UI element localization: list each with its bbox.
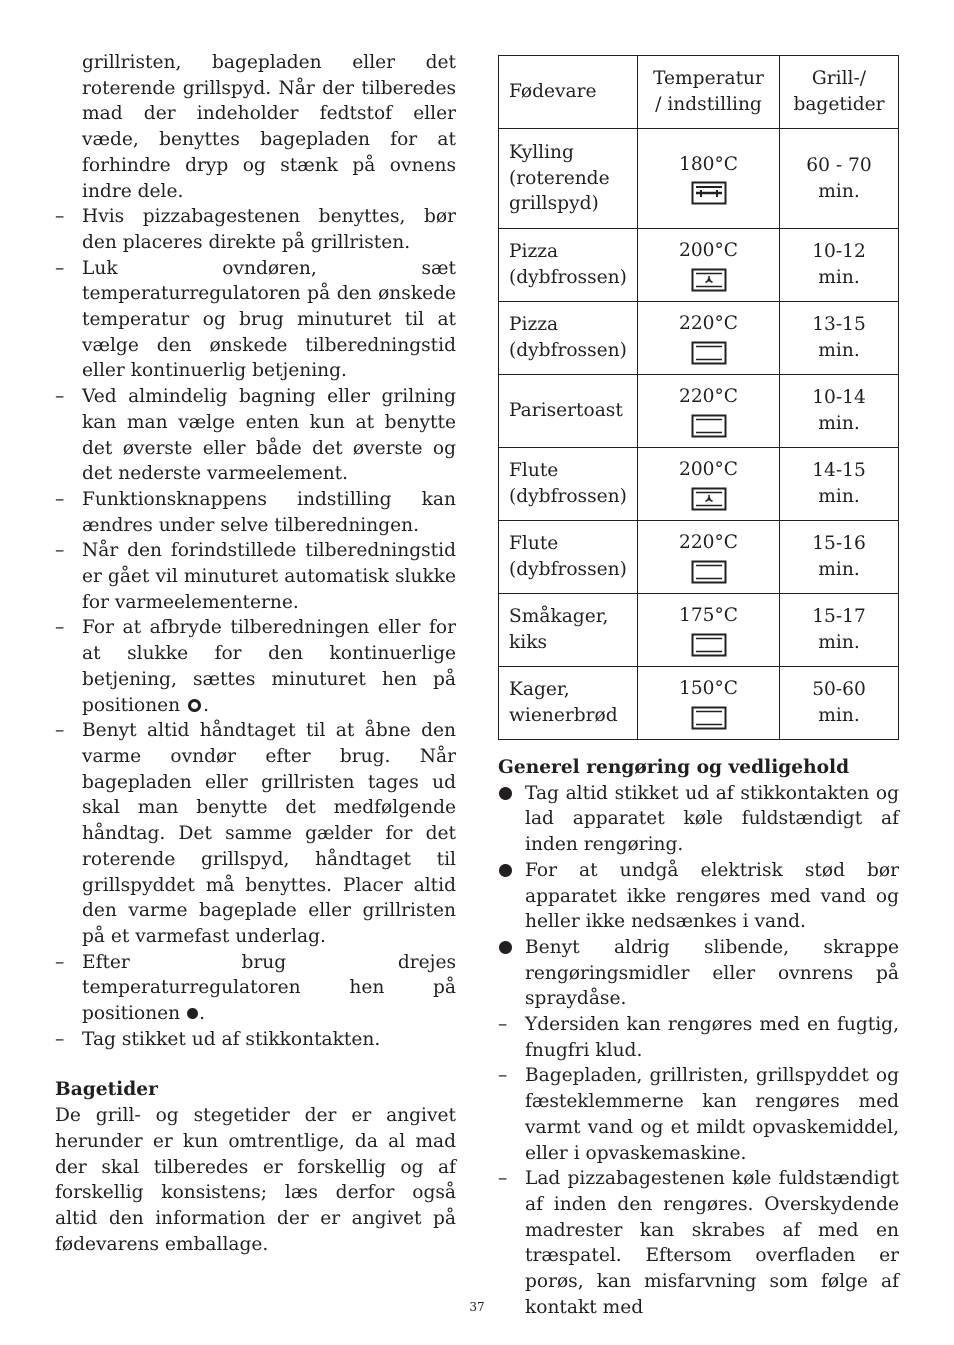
header-cell-temperature: Temperatur / indstilling bbox=[638, 56, 780, 129]
table-row bbox=[499, 229, 899, 302]
dash-marker: – bbox=[498, 1014, 508, 1036]
list-item bbox=[498, 1166, 899, 1320]
temperature-value: 220°C bbox=[678, 313, 738, 335]
food-cell: Flute (dybfrossen) bbox=[499, 448, 638, 521]
timer-off-position-icon bbox=[188, 699, 201, 712]
fan-oven-icon bbox=[691, 487, 727, 511]
food-cell: Småkager, kiks bbox=[499, 594, 638, 667]
dash-marker: – bbox=[55, 206, 65, 228]
time-cell: 15-16 min. bbox=[780, 521, 899, 594]
temperature-value: 220°C bbox=[678, 386, 738, 408]
list-item-text: Benyt altid håndtaget til at åbne den varme ovndør efter brug. Når bagepladen eller grillristen tages ud skal man benytte det medfølgende håndtag. Det samme gælder for det roterende grillspyd, håndtaget til grillspyddet må benyttes. Placer altid den varme bageplade eller grillristen på et varmefast underlag. bbox=[82, 720, 456, 947]
bullet-item bbox=[498, 781, 899, 858]
intro-paragraph: grillristen, bagepladen eller det roterende grillspyd. Når der tilberedes mad der indeholder fedtstof eller væde, benyttes bagepladen for at forhindre dryp og stænk på ovnens indre dele. bbox=[82, 52, 456, 202]
time-cell: 10-12 min. bbox=[780, 229, 899, 302]
table-row bbox=[499, 129, 899, 229]
temperature-value: 220°C bbox=[678, 532, 738, 554]
list-item-text: Lad pizzabagestenen køle fuldstændigt af inden den rengøres. Overskydende madrester kan skrabes af med en træspatel. Eftersom overfladen er porøs, kan misfarvning som følge af kontakt med bbox=[525, 1168, 899, 1318]
time-cell: 13-15 min. bbox=[780, 302, 899, 375]
rotisserie-icon bbox=[691, 181, 727, 205]
list-item-text-end: . bbox=[203, 694, 209, 716]
header-cell-food: Fødevare bbox=[499, 56, 638, 129]
time-cell: 50-60 min. bbox=[780, 667, 899, 740]
list-item bbox=[55, 615, 456, 718]
dash-marker: – bbox=[55, 1028, 65, 1050]
table-row bbox=[499, 667, 899, 740]
time-cell: 10-14 min. bbox=[780, 375, 899, 448]
page-number: 37 bbox=[469, 1300, 485, 1314]
temperature-value: 150°C bbox=[678, 678, 738, 700]
temperature-value: 200°C bbox=[678, 240, 738, 262]
dash-marker: – bbox=[55, 720, 65, 742]
food-cell: Kager, wienerbrød bbox=[499, 667, 638, 740]
fan-oven-icon bbox=[691, 268, 727, 292]
food-cell: Kylling (roterende grillspyd) bbox=[499, 129, 638, 229]
header-cell-time: Grill-/ bagetider bbox=[780, 56, 899, 129]
time-cell: 60 - 70 min. bbox=[780, 129, 899, 229]
list-item bbox=[55, 256, 456, 385]
list-item-text-end: . bbox=[199, 1003, 205, 1025]
off-position-dot-icon bbox=[187, 1008, 198, 1019]
list-item-text: Når den forindstillede tilberedningstid er gået vil minuturet automatisk slukke for varmeelementerne. bbox=[82, 540, 456, 613]
list-item-text: Hvis pizzabagestenen benyttes, bør den placeres direkte på grillristen. bbox=[82, 206, 456, 253]
list-item-text: Ved almindelig bagning eller grilning kan man vælge enten kun at benytte det øverste eller både det øverste og det nederste varmeelement. bbox=[82, 386, 456, 485]
dash-marker: – bbox=[55, 951, 65, 973]
bullet-item-text: Tag altid stikket ud af stikkontakten og lad apparatet køle fuldstændigt af inden rengøring. bbox=[525, 782, 899, 856]
list-item bbox=[55, 538, 456, 615]
top-bottom-heat-icon bbox=[691, 341, 727, 365]
temperature-cell bbox=[638, 129, 780, 229]
list-item bbox=[498, 1063, 899, 1166]
dash-marker: – bbox=[55, 386, 65, 408]
temperature-value: 200°C bbox=[678, 459, 738, 481]
food-cell: Pizza (dybfrossen) bbox=[499, 229, 638, 302]
list-item-text: Luk ovndøren, sæt temperaturregulatoren på den ønskede temperatur og brug minuturet til at vælge den ønskede tilberedningstid eller kontinuerlig betjening. bbox=[82, 257, 456, 382]
bullet-item bbox=[498, 935, 899, 1012]
table-header-row bbox=[499, 56, 899, 129]
bullet-dot-icon bbox=[499, 941, 512, 954]
list-item bbox=[498, 1012, 899, 1063]
top-bottom-heat-icon bbox=[691, 414, 727, 438]
baking-times-table bbox=[498, 55, 899, 740]
bullet-item bbox=[498, 858, 899, 935]
temperature-cell bbox=[638, 302, 780, 375]
list-item bbox=[55, 487, 456, 538]
time-cell: 15-17 min. bbox=[780, 594, 899, 667]
bullet-item-text: For at undgå elektrisk stød bør apparatet ikke rengøres med vand og heller ikke nedsænkes i vand. bbox=[525, 859, 899, 933]
temperature-value: 175°C bbox=[678, 605, 738, 627]
list-item-text: Bagepladen, grillristen, grillspyddet og fæsteklemmerne kan rengøres med varmt vand og et mildt opvaskemiddel, eller i opvaskemaskine. bbox=[525, 1065, 899, 1164]
table-row bbox=[499, 448, 899, 521]
list-item bbox=[55, 1027, 456, 1053]
list-item bbox=[55, 384, 456, 487]
dash-marker: – bbox=[55, 540, 65, 562]
table-row bbox=[499, 375, 899, 448]
bagetider-paragraph: De grill- og stegetider der er angivet herunder er kun omtrentlige, da al mad der skal tilberedes er forskellig og af forskellig konsistens; læs derfor også altid den information der er angivet på fødevarens emballage. bbox=[55, 1105, 456, 1255]
list-item bbox=[55, 718, 456, 949]
dash-marker: – bbox=[55, 257, 65, 279]
dash-marker: – bbox=[498, 1168, 508, 1190]
list-item-text: Funktionsknappens indstilling kan ændres under selve tilberedningen. bbox=[82, 488, 456, 536]
table-row bbox=[499, 594, 899, 667]
section-heading-cleaning: Generel rengøring og vedligehold bbox=[498, 757, 850, 778]
list-item-text: Efter brug drejes temperaturregulatoren hen på positionen bbox=[82, 951, 456, 1025]
section-heading-bagetider: Bagetider bbox=[55, 1079, 158, 1101]
temperature-cell bbox=[638, 375, 780, 448]
table-row bbox=[499, 521, 899, 594]
dash-marker: – bbox=[55, 488, 65, 510]
list-item bbox=[55, 204, 456, 255]
right-column bbox=[498, 755, 899, 1320]
food-cell: Flute (dybfrossen) bbox=[499, 521, 638, 594]
dash-marker: – bbox=[498, 1065, 508, 1087]
food-cell: Parisertoast bbox=[499, 375, 638, 448]
bullet-dot-icon bbox=[499, 787, 512, 800]
dash-marker: – bbox=[55, 617, 65, 639]
top-bottom-heat-icon bbox=[691, 560, 727, 584]
temperature-cell bbox=[638, 667, 780, 740]
top-bottom-heat-icon bbox=[691, 706, 727, 730]
bullet-dot-icon bbox=[499, 864, 512, 877]
temperature-cell bbox=[638, 521, 780, 594]
list-item bbox=[55, 950, 456, 1027]
bullet-item-text: Benyt aldrig slibende, skrappe rengøringsmidler eller ovnrens på spraydåse. bbox=[525, 936, 899, 1010]
table-row bbox=[499, 302, 899, 375]
temperature-value: 180°C bbox=[678, 153, 738, 175]
top-bottom-heat-icon bbox=[691, 633, 727, 657]
temperature-cell bbox=[638, 594, 780, 667]
food-cell: Pizza (dybfrossen) bbox=[499, 302, 638, 375]
left-column bbox=[55, 50, 456, 1257]
temperature-cell bbox=[638, 448, 780, 521]
time-cell: 14-15 min. bbox=[780, 448, 899, 521]
list-item-text: Ydersiden kan rengøres med en fugtig, fnugfri klud. bbox=[525, 1014, 899, 1061]
temperature-cell bbox=[638, 229, 780, 302]
list-item-text: For at afbryde tilberedningen eller for at slukke for den kontinuerlige betjening, sættes minuturet hen på positionen bbox=[82, 617, 456, 716]
list-item-text: Tag stikket ud af stikkontakten. bbox=[82, 1028, 381, 1050]
